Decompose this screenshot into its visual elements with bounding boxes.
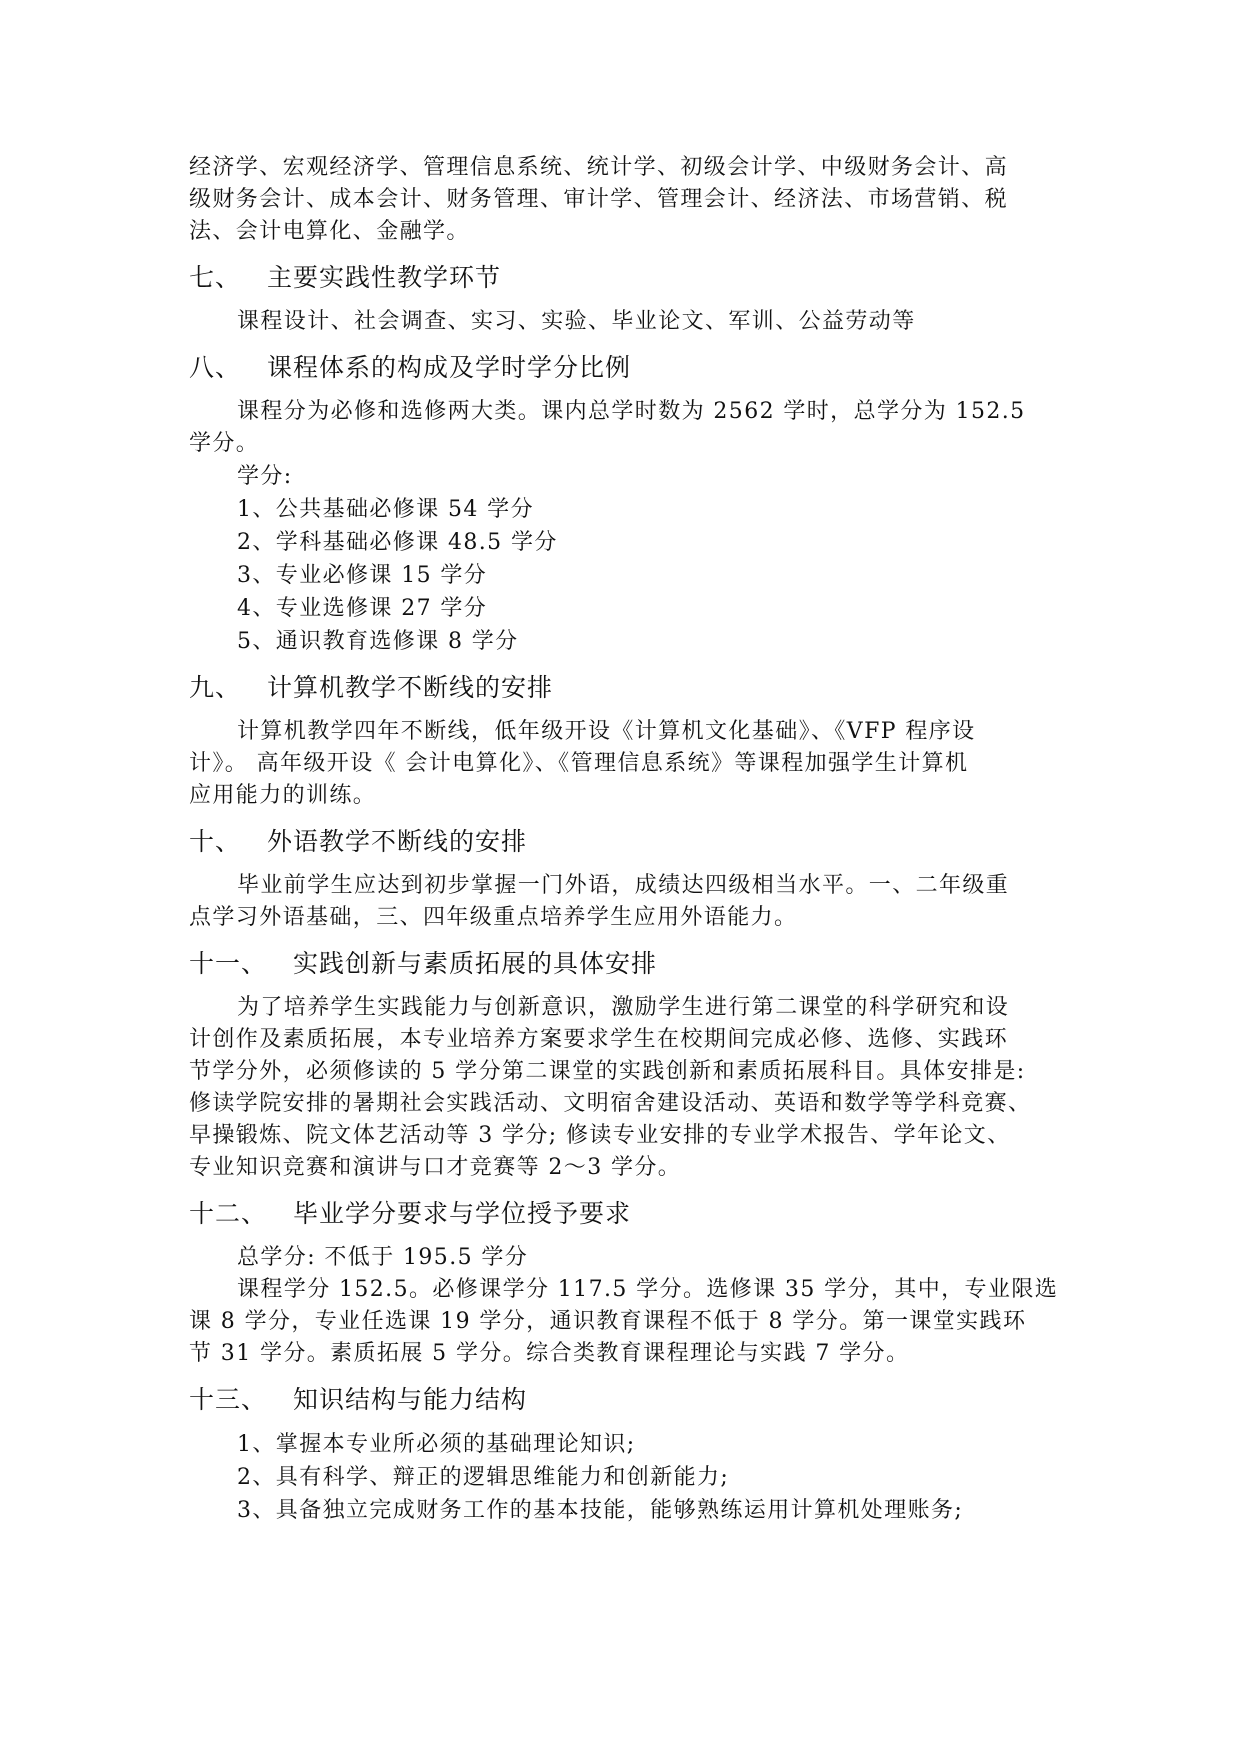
section-title: 计算机教学不断线的安排 (267, 673, 554, 702)
text-line: 计》。 高年级开设《 会计电算化》、《管理信息系统》等课程加强学生计算机 (189, 751, 969, 776)
text-line: 点学习外语基础，三、四年级重点培养学生应用外语能力。 (189, 905, 798, 930)
section-heading-13 (189, 1384, 1056, 1416)
section-7-paragraph (189, 306, 1056, 338)
text-line: 经济学、宏观经济学、管理信息系统、统计学、初级会计学、中级财务会计、高 (189, 155, 1009, 180)
list-item: 1、公共基础必修课 54 学分 (237, 497, 534, 522)
section-title: 毕业学分要求与学位授予要求 (293, 1199, 632, 1228)
text-line: 计创作及素质拓展，本专业培养方案要求学生在校期间完成必修、选修、实践环 (189, 1027, 1009, 1052)
list-item: 3、专业必修课 15 学分 (237, 563, 488, 588)
list-item: 3、具备独立完成财务工作的基本技能，能够熟练运用计算机处理账务; (237, 1498, 964, 1523)
section-number: 十一、 (189, 949, 268, 978)
list-item: 4、专业选修课 27 学分 (237, 596, 488, 621)
text-line: 课 8 学分，专业任选课 19 学分，通识教育课程不低于 8 学分。第一课堂实践环 (189, 1309, 1027, 1334)
text-line: 总学分: 不低于 195.5 学分 (237, 1245, 529, 1270)
section-title: 主要实践性教学环节 (267, 263, 502, 292)
section-number: 十、 (189, 827, 242, 856)
section-10-paragraph (189, 870, 1056, 934)
text-line: 修读学院安排的暑期社会实践活动、文明宿舍建设活动、英语和数学等学科竞赛、 (189, 1091, 1032, 1116)
section-number: 八、 (189, 353, 242, 382)
section-8-paragraph (189, 396, 1056, 460)
section-number: 十三、 (189, 1385, 268, 1414)
section-number: 七、 (189, 263, 242, 292)
section-heading-11 (189, 948, 1056, 980)
section-heading-12 (189, 1198, 1056, 1230)
intro-paragraph (189, 152, 1056, 248)
section-title: 课程体系的构成及学时学分比例 (267, 353, 632, 382)
section-9-paragraph (189, 716, 1056, 812)
document-content (189, 152, 1059, 1527)
text-line: 节学分外，必须修读的 5 学分第二课堂的实践创新和素质拓展科目。具体安排是: (189, 1059, 1026, 1084)
section-heading-8 (189, 352, 1056, 384)
credit-label: 学分: (237, 464, 293, 489)
text-line: 专业知识竞赛和演讲与口才竞赛等 2～3 学分。 (189, 1155, 682, 1180)
text-line: 早操锻炼、院文体艺活动等 3 学分; 修读专业安排的专业学术报告、学年论文、 (189, 1123, 1011, 1148)
section-number: 九、 (189, 673, 242, 702)
text-line: 计算机教学四年不断线，低年级开设《计算机文化基础》、《VFP 程序设 (237, 719, 976, 744)
total-credits-line (189, 1242, 1056, 1274)
text-line: 法、会计电算化、金融学。 (189, 219, 470, 244)
section-title: 外语教学不断线的安排 (267, 827, 528, 856)
section-11-paragraph (189, 992, 1056, 1184)
text-line: 应用能力的训练。 (189, 783, 377, 808)
list-item: 1、掌握本专业所必须的基础理论知识; (237, 1432, 636, 1457)
list-item: 2、具有科学、辩正的逻辑思维能力和创新能力; (237, 1465, 730, 1490)
section-title: 知识结构与能力结构 (293, 1385, 528, 1414)
text-line: 毕业前学生应达到初步掌握一门外语，成绩达四级相当水平。一、二年级重 (237, 873, 1010, 898)
list-item: 5、通识教育选修课 8 学分 (237, 629, 519, 654)
text-line: 课程分为必修和选修两大类。课内总学时数为 2562 学时，总学分为 152.5 (237, 399, 1026, 424)
section-heading-7 (189, 262, 1056, 294)
text-line: 课程学分 152.5。必修课学分 117.5 学分。选修课 35 学分，其中，专业限选 (237, 1277, 1059, 1302)
section-number: 十二、 (189, 1199, 268, 1228)
text-line: 学分。 (189, 431, 260, 456)
section-title: 实践创新与素质拓展的具体安排 (293, 949, 658, 978)
text-line: 节 31 学分。素质拓展 5 学分。综合类教育课程理论与实践 7 学分。 (189, 1341, 910, 1366)
text-line: 级财务会计、成本会计、财务管理、审计学、管理会计、经济法、市场营销、税 (189, 187, 1009, 212)
section-heading-9 (189, 672, 1056, 704)
list-item: 2、学科基础必修课 48.5 学分 (237, 530, 558, 555)
section-12-paragraph (189, 1274, 1059, 1370)
text-line: 为了培养学生实践能力与创新意识，激励学生进行第二课堂的科学研究和设 (237, 995, 1010, 1020)
section-heading-10 (189, 826, 1056, 858)
text-line: 课程设计、社会调查、实习、实验、毕业论文、军训、公益劳动等 (237, 309, 916, 334)
